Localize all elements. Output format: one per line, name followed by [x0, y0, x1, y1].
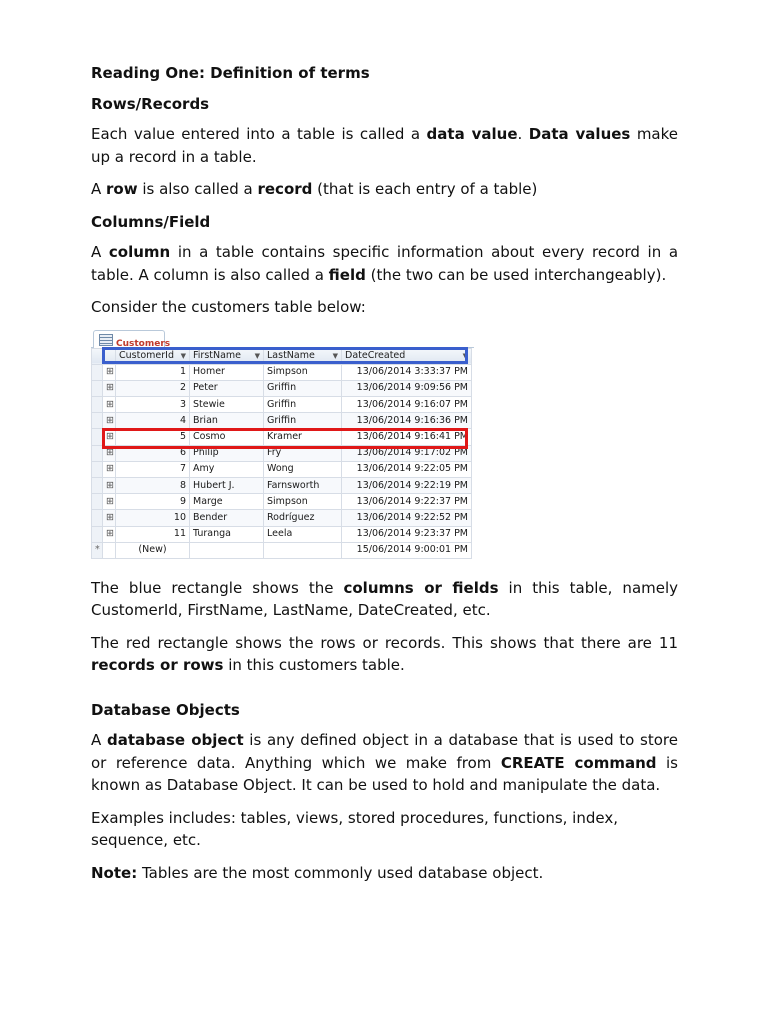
- table-icon: [99, 334, 113, 346]
- customerid-cell: 6: [116, 445, 190, 461]
- customers-tab-label: Customers: [116, 338, 171, 349]
- grid-header-row: [92, 348, 472, 364]
- table-row: [92, 397, 472, 413]
- new-datecreated-cell: 15/06/2014 9:00:01 PM: [342, 542, 472, 558]
- objects-heading: Database Objects: [91, 700, 240, 719]
- datecreated-cell: 13/06/2014 9:16:41 PM: [342, 429, 472, 445]
- customerid-cell: 10: [116, 510, 190, 526]
- expand-icon: ⊞: [103, 478, 116, 494]
- expand-icon: ⊞: [103, 364, 116, 380]
- customerid-cell: 3: [116, 397, 190, 413]
- expand-icon: ⊞: [103, 510, 116, 526]
- expand-icon: ⊞: [103, 526, 116, 542]
- row-selector: [92, 397, 103, 413]
- lastname-cell: Simpson: [264, 364, 342, 380]
- column-header-firstname: FirstName ▼: [190, 348, 264, 364]
- table-row: [92, 380, 472, 396]
- chevron-down-icon: ▼: [254, 352, 260, 361]
- table-row: [92, 510, 472, 526]
- datecreated-cell: 13/06/2014 9:23:37 PM: [342, 526, 472, 542]
- expand-icon: ⊞: [103, 494, 116, 510]
- firstname-cell: Marge: [190, 494, 264, 510]
- red-rectangle-paragraph: The red rectangle shows the rows or records. This shows that there are 11 records or rows in this customers table.: [91, 633, 678, 674]
- chevron-down-icon: ▼: [180, 352, 186, 361]
- customerid-cell: 1: [116, 364, 190, 380]
- row-selector: [92, 461, 103, 477]
- columns-heading: Columns/Field: [91, 212, 211, 231]
- row-selector: [92, 413, 103, 429]
- row-selector: [92, 478, 103, 494]
- customerid-cell: 4: [116, 413, 190, 429]
- row-record-paragraph: A row is also called a record (that is each entry of a table): [91, 180, 538, 198]
- column-header-customerid: CustomerId ▼: [116, 348, 190, 364]
- column-header-datecreated: DateCreated ▼: [342, 348, 472, 364]
- datecreated-cell: 13/06/2014 3:33:37 PM: [342, 364, 472, 380]
- lastname-cell: Leela: [264, 526, 342, 542]
- datecreated-cell: 13/06/2014 9:09:56 PM: [342, 380, 472, 396]
- row-selector: [92, 429, 103, 445]
- table-row: [92, 526, 472, 542]
- firstname-cell: Cosmo: [190, 429, 264, 445]
- lastname-cell: Griffin: [264, 397, 342, 413]
- customers-datasheet-image: [91, 329, 474, 563]
- table-row: [92, 429, 472, 445]
- customers-grid: [91, 348, 472, 559]
- database-object-paragraph: A database object is any defined object in a database that is used to store or reference data. Anything which we make from CREATE command is known as Database Object. It can be used to hold and manipulate the data.: [91, 731, 678, 794]
- datecreated-cell: 13/06/2014 9:22:37 PM: [342, 494, 472, 510]
- new-id-cell: (New): [116, 542, 190, 558]
- customerid-cell: 11: [116, 526, 190, 542]
- new-firstname-cell: [190, 542, 264, 558]
- datecreated-cell: 13/06/2014 9:17:02 PM: [342, 445, 472, 461]
- firstname-cell: Hubert J.: [190, 478, 264, 494]
- row-selector: [92, 526, 103, 542]
- table-row: [92, 413, 472, 429]
- header-expander: [103, 348, 116, 364]
- lastname-cell: Farnsworth: [264, 478, 342, 494]
- chevron-down-icon: ▼: [462, 352, 468, 361]
- row-selector: [92, 494, 103, 510]
- datecreated-cell: 13/06/2014 9:16:07 PM: [342, 397, 472, 413]
- firstname-cell: Turanga: [190, 526, 264, 542]
- row-selector: [92, 510, 103, 526]
- firstname-cell: Bender: [190, 510, 264, 526]
- firstname-cell: Peter: [190, 380, 264, 396]
- table-row: [92, 445, 472, 461]
- lastname-cell: Griffin: [264, 413, 342, 429]
- row-selector: [92, 445, 103, 461]
- expand-icon: ⊞: [103, 429, 116, 445]
- lastname-cell: Simpson: [264, 494, 342, 510]
- new-record-marker: *: [92, 542, 103, 558]
- firstname-cell: Homer: [190, 364, 264, 380]
- datecreated-cell: 13/06/2014 9:22:52 PM: [342, 510, 472, 526]
- table-row: [92, 478, 472, 494]
- expand-icon: ⊞: [103, 397, 116, 413]
- customerid-cell: 5: [116, 429, 190, 445]
- row-selector: [92, 380, 103, 396]
- customerid-cell: 8: [116, 478, 190, 494]
- table-row: [92, 461, 472, 477]
- table-row: [92, 494, 472, 510]
- data-value-paragraph: Each value entered into a table is called a data value. Data values make up a record in a table.: [91, 125, 678, 166]
- expand-icon: ⊞: [103, 445, 116, 461]
- new-lastname-cell: [264, 542, 342, 558]
- header-selector: [92, 348, 103, 364]
- customerid-cell: 7: [116, 461, 190, 477]
- rows-heading: Rows/Records: [91, 94, 210, 113]
- lastname-cell: Fry: [264, 445, 342, 461]
- datasheet-tab-bar: [91, 329, 474, 348]
- new-row-expander: [103, 542, 116, 558]
- firstname-cell: Brian: [190, 413, 264, 429]
- table-row: [92, 364, 472, 380]
- main-heading: Reading One: Definition of terms: [91, 64, 370, 82]
- lastname-cell: Kramer: [264, 429, 342, 445]
- firstname-cell: Philip: [190, 445, 264, 461]
- firstname-cell: Amy: [190, 461, 264, 477]
- document-page: [91, 62, 678, 894]
- datecreated-cell: 13/06/2014 9:16:36 PM: [342, 413, 472, 429]
- column-header-lastname: LastName ▼: [264, 348, 342, 364]
- new-record-row: [92, 542, 472, 558]
- consider-paragraph: Consider the customers table below:: [91, 298, 366, 316]
- firstname-cell: Stewie: [190, 397, 264, 413]
- blue-rectangle-paragraph: The blue rectangle shows the columns or fields in this table, namely CustomerId, FirstName, LastName, DateCreated, etc.: [91, 578, 679, 619]
- customerid-cell: 9: [116, 494, 190, 510]
- lastname-cell: Wong: [264, 461, 342, 477]
- row-selector: [92, 364, 103, 380]
- examples-paragraph: Examples includes: tables, views, stored procedures, functions, index, sequence, etc.: [91, 808, 618, 849]
- datecreated-cell: 13/06/2014 9:22:05 PM: [342, 461, 472, 477]
- expand-icon: ⊞: [103, 380, 116, 396]
- chevron-down-icon: ▼: [332, 352, 338, 361]
- customerid-cell: 2: [116, 380, 190, 396]
- datecreated-cell: 13/06/2014 9:22:19 PM: [342, 478, 472, 494]
- column-field-paragraph: A column in a table contains specific information about every record in a table. A column is also called a field (the two can be used interchangeably).: [91, 243, 679, 284]
- lastname-cell: Rodríguez: [264, 510, 342, 526]
- lastname-cell: Griffin: [264, 380, 342, 396]
- expand-icon: ⊞: [103, 461, 116, 477]
- expand-icon: ⊞: [103, 413, 116, 429]
- customers-tab: [93, 330, 171, 349]
- note-paragraph: Note: Tables are the most commonly used database object.: [91, 863, 544, 882]
